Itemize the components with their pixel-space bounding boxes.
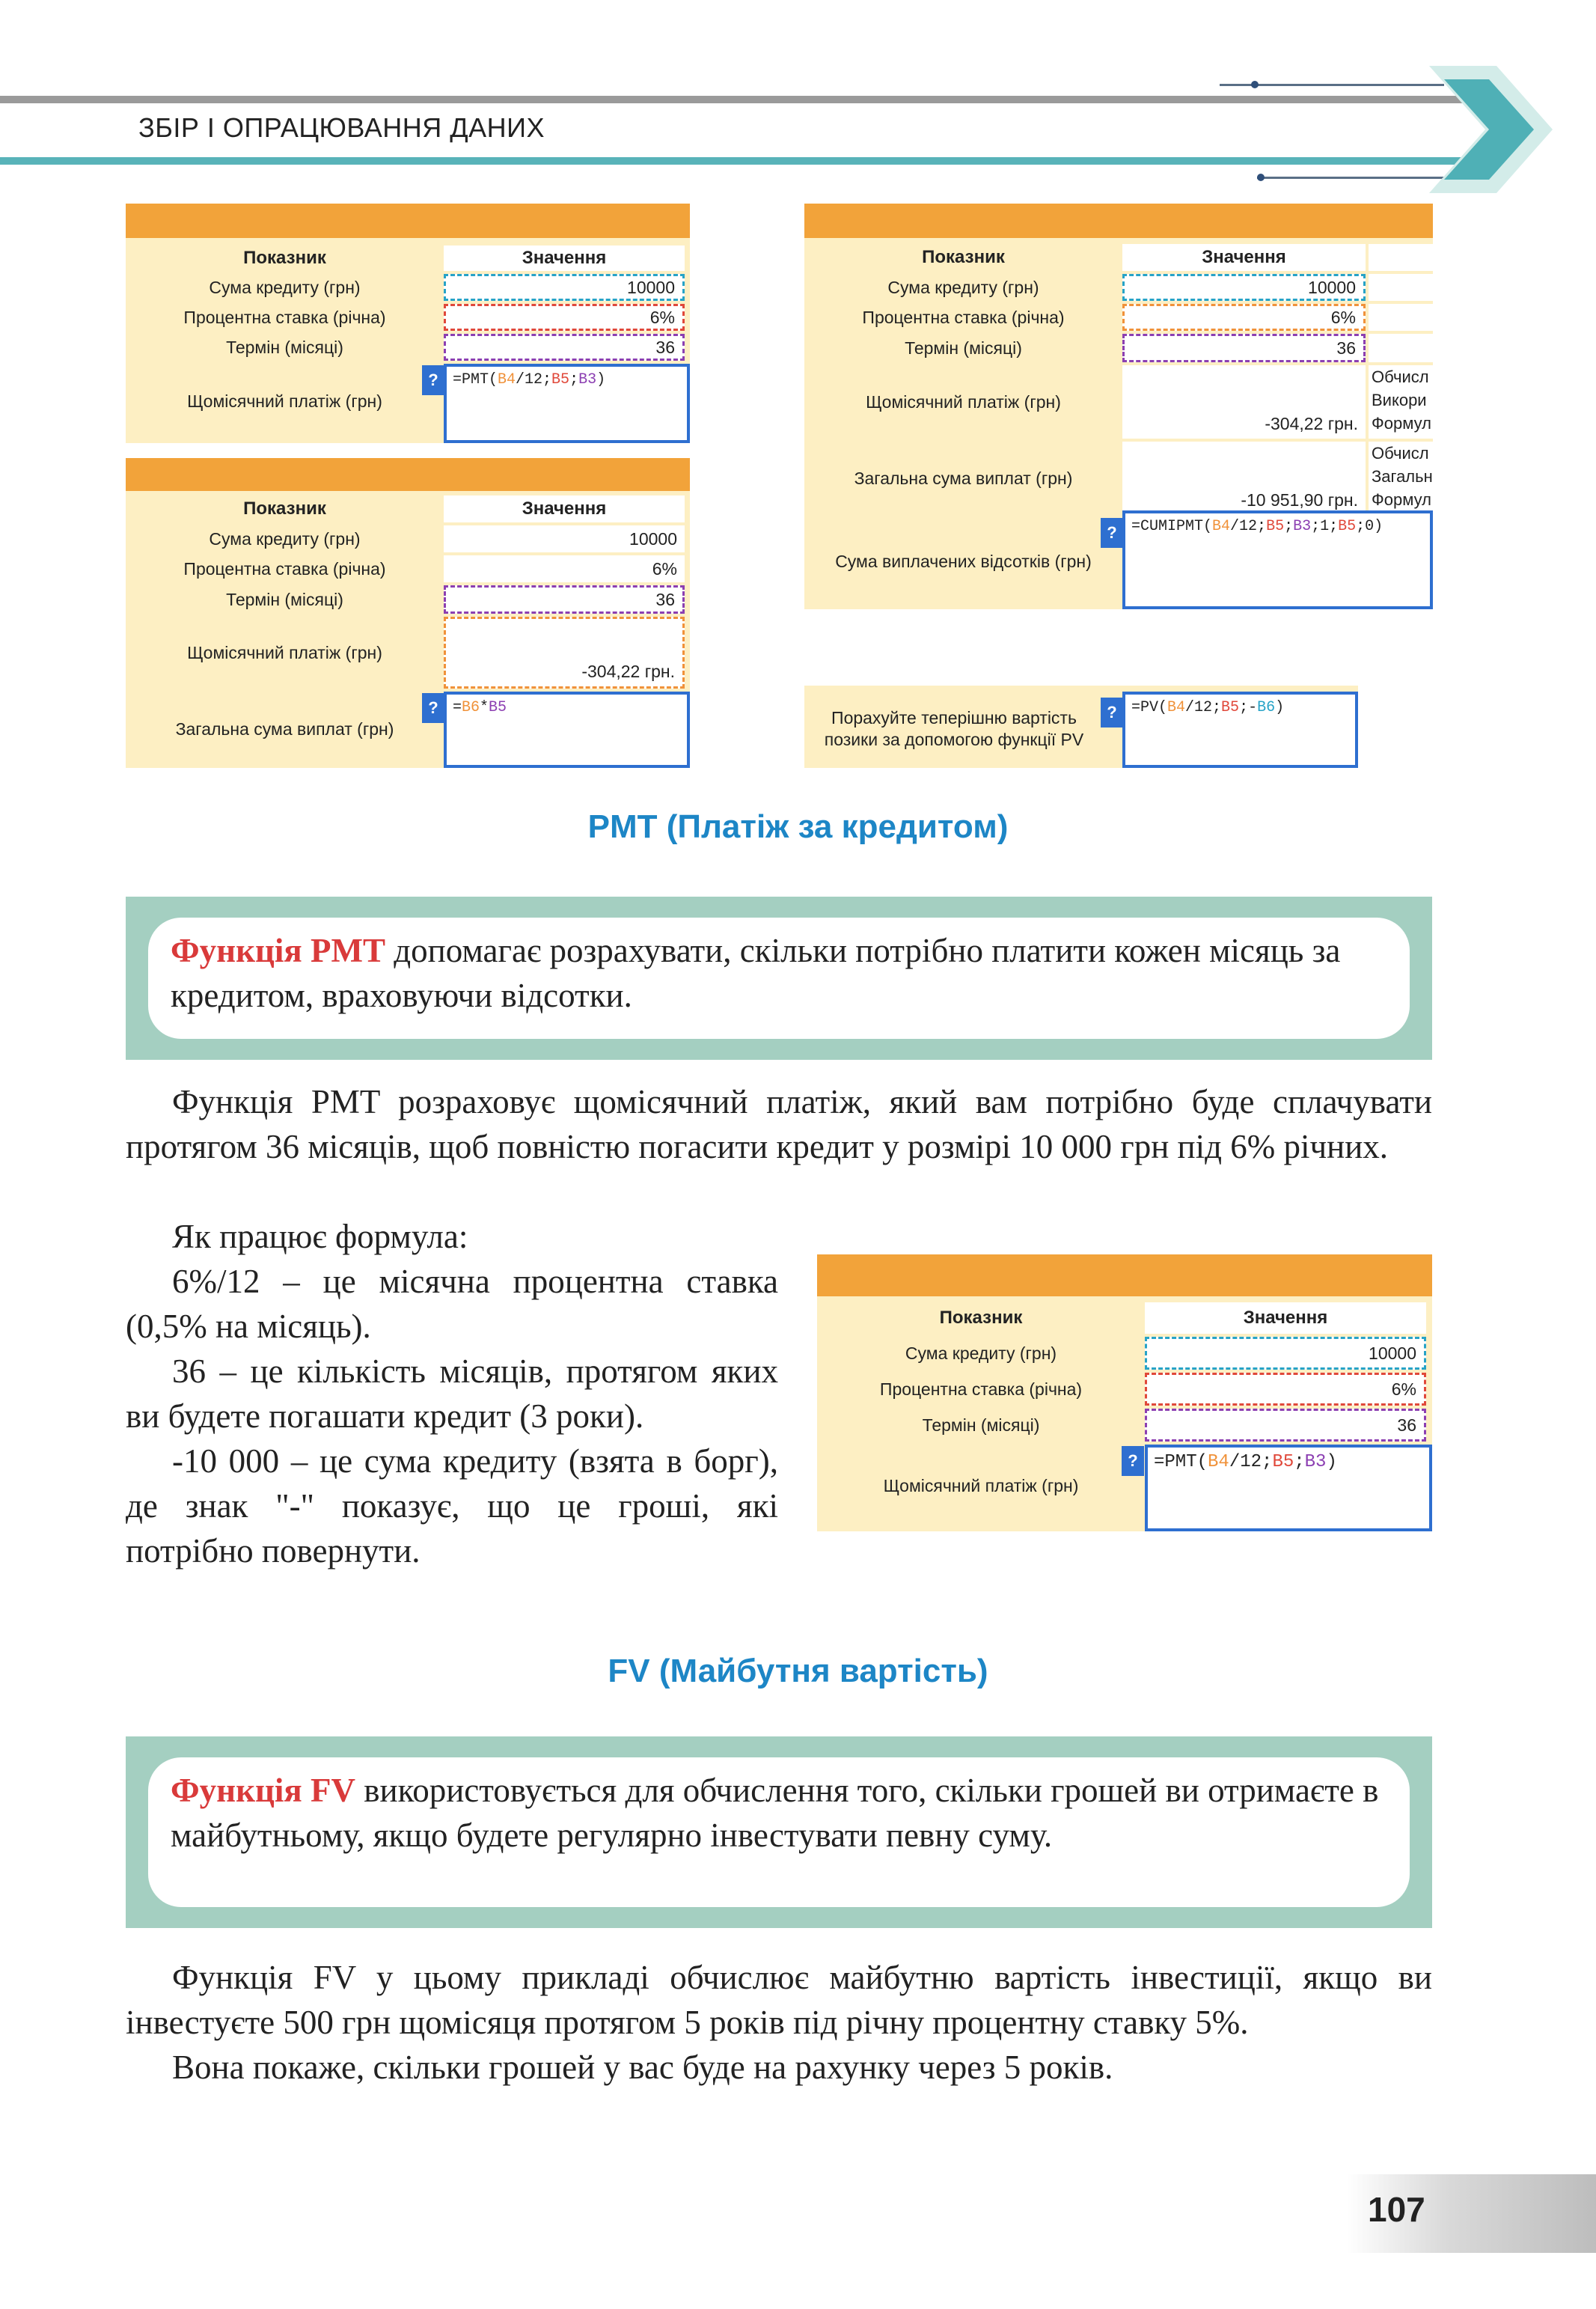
formula-ref-b4: B4 [1212,518,1231,535]
formula-prefix: =PV( [1131,699,1168,716]
column-header-value: Значення [444,495,685,522]
header-dot [1251,81,1259,88]
cell-loan-sum[interactable]: 10000 [444,274,685,301]
formula-prefix: =PMT( [1154,1452,1208,1472]
row-label-rate: Процентна ставка (річна) [183,307,386,327]
pmt-definition-box [126,897,1432,1060]
formula-sep: ; [1284,518,1294,535]
sheet-header-bar [804,204,1433,238]
cell-loan-sum[interactable]: 10000 [444,525,685,552]
formula-sep: ; [569,371,579,388]
cell-term[interactable]: 36 [444,334,685,361]
formula-mid: /12; [516,371,552,388]
cell-total[interactable]: -10 951,90 грн. [1122,442,1366,515]
fv-definition-term: Функція FV [171,1772,356,1809]
formula-ref-b5: B5 [551,371,570,388]
header-dot [1257,174,1265,181]
formula-prefix: =PMT( [453,371,498,388]
side-note-line: Обчисл [1372,367,1429,386]
row-label-monthly: Щомісячний платіж (грн) [866,391,1061,412]
row-label-term: Термін (місяці) [226,589,343,609]
spreadsheet-pmt-example [817,1254,1432,1531]
formula-ref-b4: B4 [1208,1452,1229,1472]
pmt-how-title: Як працює формула: [172,1218,468,1255]
cell-blank [1369,304,1433,331]
row-label-monthly: Щомісячний платіж (грн) [187,642,382,662]
column-header-indicator: Показник [243,498,326,519]
formula-mid: /12; [1229,1452,1273,1472]
pmt-point-rate: 6%/12 – це місячна процентна ставка (0,5% на місяць). [126,1263,778,1345]
formula-end: ;0) [1356,518,1383,535]
cell-rate[interactable]: 6% [1122,304,1366,331]
row-label-term: Термін (місяці) [922,1415,1040,1435]
pmt-definition-term: Функція PMT [171,932,386,969]
cell-rate[interactable]: 6% [1145,1373,1426,1406]
formula-ref-b4: B4 [498,371,516,388]
row-label-loan-sum: Сума кредиту (грн) [209,277,361,297]
row-label-rate: Процентна ставка (річна) [183,558,386,579]
pmt-definition-text: допомагає розрахувати, скільки потрібно платити кожен місяць за кредитом, враховуючи відсотки. [171,932,1341,1014]
row-label-total: Загальна сума виплат (грн) [854,468,1073,488]
row-label-term: Термін (місяці) [905,338,1022,358]
section-header-title: ЗБІР І ОПРАЦЮВАННЯ ДАНИХ [138,112,545,143]
cell-rate[interactable]: 6% [444,304,685,331]
fv-definition-text: використовується для обчислення того, скільки грошей ви отримаєте в майбутньому, якщо будете регулярно інвестувати певну суму. [171,1772,1379,1854]
formula-suffix: ) [596,371,606,388]
formula-suffix: ) [1275,699,1285,716]
page-number: 107 [1368,2190,1425,2229]
side-note-line: Викори [1372,391,1427,409]
help-icon[interactable]: ? [1101,698,1123,728]
row-label-monthly: Щомісячний платіж (грн) [883,1475,1079,1495]
row-label-loan-sum: Сума кредиту (грн) [887,277,1039,297]
spreadsheet-pmt-total [126,458,690,768]
formula-ref-b5: B5 [1338,518,1357,535]
formula-ref-b5: B5 [1221,699,1240,716]
cell-blank [1369,244,1433,271]
help-icon[interactable]: ? [1101,518,1123,548]
cell-monthly[interactable]: -304,22 грн. [444,617,685,689]
header-rule-bottom [0,157,1489,165]
fv-paragraphs [126,1955,1432,2090]
pmt-definition-card [148,918,1410,1039]
formula-input-pv[interactable] [1122,692,1358,768]
cell-term[interactable]: 36 [1122,334,1366,362]
cell-loan-sum[interactable]: 10000 [1145,1337,1426,1370]
side-note-line: Загальн [1372,467,1433,486]
spreadsheet-pv [804,686,1358,768]
fv-definition-box [126,1736,1432,1928]
formula-input-total[interactable] [444,692,690,768]
side-note-line: Формул [1372,414,1431,433]
row-label-term: Термін (місяці) [226,337,343,357]
formula-input-pmt[interactable] [1145,1445,1432,1531]
formula-ref-b3: B3 [1293,518,1312,535]
formula-prefix: =CUMIPMT( [1131,518,1213,535]
formula-suffix: ) [1326,1452,1337,1472]
formula-mid: /12; [1230,518,1267,535]
side-note-line: Формул [1372,490,1431,509]
row-label-loan-sum: Сума кредиту (грн) [905,1343,1057,1363]
formula-mid: /12; [1185,699,1222,716]
sheet-header-bar [126,204,690,238]
pmt-paragraph-text: Функція PMT розраховує щомісячний платіж, який вам потрібно буде сплачувати протягом 36 місяців, щоб повністю погасити кредит у розмірі 10 000 грн під 6% річних. [126,1083,1432,1165]
spreadsheet-pmt-basic [126,204,690,443]
cell-monthly[interactable]: -304,22 грн. [1122,365,1366,439]
help-icon[interactable]: ? [422,693,444,723]
formula-sep: ; [1294,1452,1305,1472]
chevron-right-icon [1414,66,1556,193]
fv-definition-card [148,1757,1410,1907]
column-header-value: Значення [444,245,685,271]
row-label-monthly: Щомісячний платіж (грн) [187,391,382,411]
cell-rate[interactable]: 6% [444,555,685,582]
formula-input-cumipmt[interactable] [1122,510,1433,609]
cell-term[interactable]: 36 [1145,1409,1426,1442]
formula-ref-b6: B6 [1257,699,1276,716]
column-header-value: Значення [1122,244,1366,271]
formula-sep: ;- [1239,699,1258,716]
fv-section-title: FV (Майбутня вартість) [608,1653,988,1689]
side-note-monthly [1369,365,1433,439]
formula-input-pmt[interactable] [444,364,690,443]
row-label-total: Загальна сума виплат (грн) [175,719,394,739]
pmt-paragraph [126,1079,1432,1169]
formula-ref-b3: B3 [578,371,597,388]
cell-blank [1369,274,1433,301]
side-note-total [1369,442,1433,515]
row-label-loan-sum: Сума кредиту (грн) [209,528,361,549]
fv-paragraph-text: Функція FV у цьому прикладі обчислює майбутню вартість інвестиції, якщо ви інвестуєте 500 грн щомісяця протягом 5 років під річну процентну ставку 5%. [126,1959,1432,2041]
formula-ref-b6: B6 [462,699,480,716]
help-icon[interactable]: ? [1122,1446,1144,1476]
help-icon[interactable]: ? [422,365,444,395]
row-label-interest: Сума виплачених відсотків (грн) [835,551,1092,571]
pmt-point-term: 36 – це кількість місяців, протягом яких ви будете погашати кредит (3 роки). [126,1352,778,1435]
formula-ref-b5: B5 [1266,518,1285,535]
column-header-indicator: Показник [922,247,1005,267]
row-label-rate: Процентна ставка (річна) [862,307,1065,327]
formula-rest: ;1; [1311,518,1339,535]
row-label-pv: Порахуйте теперішню вартість позики за допомогою функції PV [824,708,1084,749]
column-header-indicator: Показник [243,248,326,268]
row-label-rate: Процентна ставка (річна) [879,1379,1083,1399]
formula-prefix: = [453,699,462,716]
formula-ref-b3: B3 [1304,1452,1327,1472]
formula-ref-b4: B4 [1167,699,1186,716]
sheet-header-bar [126,458,690,491]
formula-ref-b5: B5 [1272,1452,1294,1472]
header-rule-top [0,96,1489,103]
side-note-line: Обчисл [1372,444,1429,463]
column-header-value: Значення [1145,1302,1426,1334]
pmt-how-list [126,1214,778,1573]
pmt-point-sum: -10 000 – це сума кредиту (взята в борг), де знак "-" показує, що це гроші, які потрібно повернути. [126,1442,778,1570]
formula-ref-b5: B5 [489,699,507,716]
column-header-indicator: Показник [939,1308,1023,1328]
fv-paragraph-result: Вона покаже, скільки грошей у вас буде на рахунку через 5 років. [172,2049,1113,2086]
sheet-header-bar [817,1254,1432,1296]
spreadsheet-cumipmt [804,204,1433,609]
pmt-section-title: PMT (Платіж за кредитом) [587,808,1009,845]
cell-term[interactable]: 36 [444,585,685,614]
cell-loan-sum[interactable]: 10000 [1122,274,1366,301]
formula-star: * [480,699,489,716]
cell-blank [1369,334,1433,362]
